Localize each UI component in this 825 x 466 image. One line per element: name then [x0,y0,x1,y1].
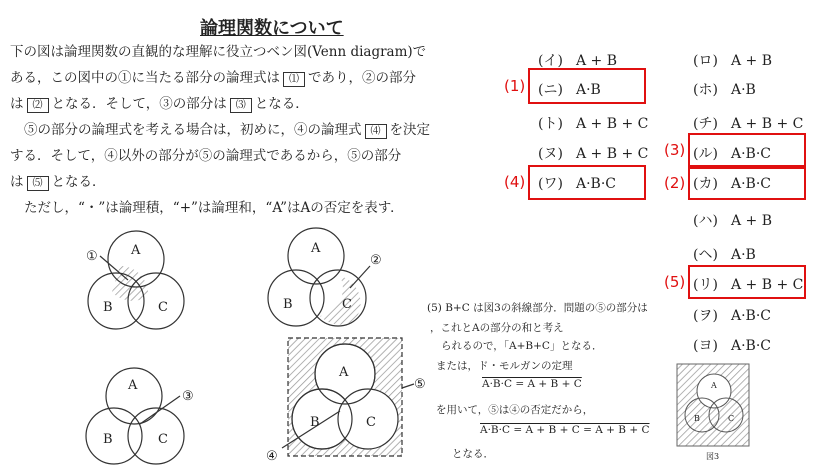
answer-box-5 [688,265,806,299]
option-expr: A·B·C [731,308,772,324]
label-b: B [103,300,113,315]
circle-b [268,270,324,326]
explanation-line-3: られるので，「A+B+C」となる． [441,340,603,352]
explanation-line-6: を用いて，⑤は④の否定だから， [436,404,594,416]
option-he [693,244,756,264]
venn-4 [282,338,414,456]
answer-box-2 [688,167,806,200]
option-label: (リ) [693,277,718,293]
blank-box-4: ⑷ [365,124,387,139]
label-a: A [128,378,138,393]
option-label: (ニ) [538,82,563,98]
option-label: (ヲ) [693,308,718,324]
para-line-4 [24,118,430,142]
fig3-label-c: C [728,414,735,423]
marker-1: ① [86,249,98,264]
blank-box-5: ⑸ [27,176,49,191]
marker-2: ② [370,253,382,268]
option-wo [693,305,771,325]
option-nu [538,143,648,163]
option-label: (ト) [538,116,563,132]
option-expr: A·B [731,247,756,263]
option-expr: A·B [731,82,756,98]
para-text: となる． [51,174,106,190]
option-label: (イ) [538,53,563,69]
option-label: (ヌ) [538,146,563,162]
answer-box-3 [688,133,806,167]
circle-c [128,273,184,329]
option-expr: A·B·C [576,176,617,192]
circle-a [288,228,344,284]
answer-number-3: (3) [664,141,686,159]
fig3-caption: 図3 [706,452,720,461]
option-label: (カ) [693,176,718,192]
option-label: (ル) [693,146,718,162]
option-label: (ヨ) [693,338,718,354]
pointer-line [402,384,414,388]
label-a: A [339,365,349,380]
option-expr: A·B·C [731,176,772,192]
para-line-6 [10,170,106,194]
option-ho [693,79,756,99]
marker-4: ④ [266,449,278,464]
para-line-5: する．そして，④以外の部分が⑤の論理式であるから，⑤の部分 [10,148,402,164]
pointer-line [350,266,370,288]
explanation-line-8: となる． [452,448,494,460]
option-expr: A·B·C [731,338,772,354]
option-expr: A + B + C [576,146,649,162]
option-to [538,113,648,133]
para-line-3 [10,92,309,116]
para-text: であり，②の部分 [308,70,416,86]
para-text: ⑤の部分の論理式を考える場合は，初めに，④の論理式 [24,122,362,138]
explanation-line-1: (5) B+C は図3の斜線部分．問題の⑤の部分は [427,302,648,314]
option-label: (ホ) [693,82,718,98]
venn-diagrams [0,226,480,466]
option-expr: A + B [731,213,773,229]
answer-number-2: (2) [664,174,686,192]
blank-box-2: ⑵ [27,98,49,113]
option-chi [693,113,803,133]
option-expr: A + B + C [576,116,649,132]
option-i [538,50,617,70]
fig3-label-a: A [711,381,717,390]
page-title: 論理関数について [200,18,344,39]
option-ha [693,210,772,230]
option-expr: A + B + C [731,116,804,132]
answer-box-4 [528,165,646,200]
option-ro [693,50,772,70]
para-line-2 [10,66,416,90]
fig3-label-b: B [694,414,700,423]
para-text: ある，この図中の①に当たる部分の論理式は [10,70,280,86]
para-line-7: ただし，“・”は論理積，“+”は論理和，“A”はAの否定を表す． [24,200,404,216]
label-b: B [310,415,320,430]
para-text: は [10,96,24,112]
figure-3 [676,363,756,463]
explanation-line-5: A·B·C = A + B + C [482,378,582,390]
option-yo [693,335,771,355]
label-b: B [283,297,293,312]
para-text: となる． [254,96,309,112]
option-expr: A + B + C [731,277,804,293]
option-expr: A·B [576,82,601,98]
option-expr: A·B·C [731,146,772,162]
label-c: C [158,300,168,315]
answer-number-1: (1) [504,77,526,95]
label-b: B [103,432,113,447]
option-label: (ハ) [693,213,718,229]
answer-box-1 [528,68,646,104]
answer-number-5: (5) [664,273,686,291]
option-label: (チ) [693,116,718,132]
blank-box-3: ⑶ [230,98,252,113]
explanation-line-2: ，これとAの部分の和と考え [430,322,564,334]
label-a: A [131,243,141,258]
blank-box-1: ⑴ [283,72,305,87]
para-text: となる．そして，③の部分は [51,96,227,112]
explanation-line-4: または，ド・モルガンの定理 [436,360,573,372]
label-c: C [158,432,168,447]
explanation-line-7: A·B·C = A + B + C = A + B + C [480,424,650,436]
answer-number-4: (4) [504,173,526,191]
para-line-1: 下の図は論理関数の直観的な理解に役立つベン図(Venn diagram)で [10,44,427,60]
option-label: (ヘ) [693,247,718,263]
option-label: (ワ) [538,176,563,192]
option-expr: A + B [576,53,618,69]
label-a: A [311,241,321,256]
marker-5: ⑤ [414,377,426,392]
para-text: を決定 [389,122,430,138]
para-text: は [10,174,24,190]
option-label: (ロ) [693,53,718,69]
option-expr: A + B [731,53,773,69]
label-c: C [342,297,352,312]
label-c: C [366,415,376,430]
circle-c [128,408,184,464]
marker-3: ③ [182,389,194,404]
